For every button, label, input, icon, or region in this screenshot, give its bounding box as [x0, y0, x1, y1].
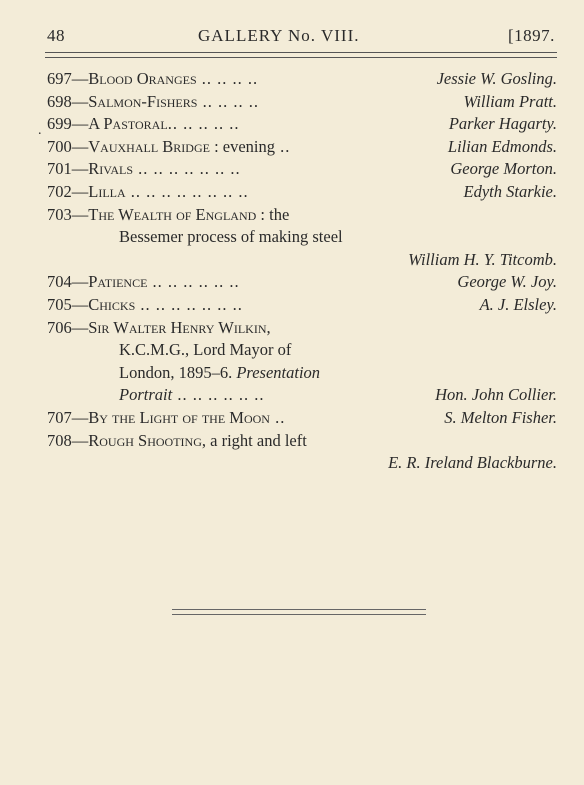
entry-title: A Pastoral — [88, 114, 168, 134]
list-item: 708—Rough Shooting, a right and left — [47, 430, 307, 450]
entry-title: Vauxhall Bridge — [88, 136, 210, 156]
entry-artist: Parker Hagarty. — [448, 114, 557, 134]
entry-subtitle: , a right and left — [201, 430, 307, 450]
list-item-continuation — [47, 362, 557, 385]
entry-title: Lilla — [88, 181, 126, 201]
entry-title-italic: Presentation — [236, 362, 321, 382]
entry-title-italic: Portrait — [119, 385, 173, 405]
entry-title: Salmon-Fishers — [88, 91, 198, 111]
entry-title-continued: K.C.M.G., Lord Mayor of — [119, 340, 292, 360]
list-item: 703—The Wealth of England : the — [47, 204, 290, 224]
list-item-continuation — [47, 249, 557, 272]
list-item: 699—A Pastoral.. .. .. .. .. Parker Hagarty. — [47, 113, 557, 136]
footer-rule — [172, 609, 426, 610]
footer-rule-double — [172, 614, 426, 615]
entry-number: 706 — [47, 317, 72, 337]
entry-number: 702 — [47, 181, 72, 201]
entry-number: 704 — [47, 272, 72, 292]
header-rule-double — [45, 57, 557, 58]
list-item: 706—Sir Walter Henry Wilkin, — [47, 317, 271, 337]
entry-artist: William H. Y. Titcomb. — [408, 249, 557, 269]
entry-title: The Wealth of England — [88, 204, 257, 224]
entry-number: 701 — [47, 159, 72, 179]
entry-artist: A. J. Elsley. — [479, 294, 557, 314]
list-item: 702—Lilla .. .. .. .. .. .. .. .. Edyth Starkie. — [47, 181, 557, 204]
entry-title-continued: Bessemer process of making steel — [119, 227, 343, 247]
page-year: [1897. — [508, 26, 555, 45]
entry-title: Sir Walter Henry Wilkin, — [88, 317, 271, 337]
entry-subtitle: : evening — [209, 136, 276, 156]
list-item: 697—Blood Oranges .. .. .. .. Jessie W. Gosling. — [47, 68, 557, 91]
entry-number: 708 — [47, 430, 72, 450]
entry-number: 699 — [47, 114, 72, 134]
entry-artist: Jessie W. Gosling. — [436, 69, 557, 88]
margin-mark: . — [38, 123, 42, 138]
entry-number: 707 — [47, 407, 72, 427]
entry-artist: George W. Joy. — [457, 272, 557, 292]
entry-number: 700 — [47, 136, 72, 156]
entry-title: Blood Oranges — [88, 69, 197, 88]
entry-number: 698 — [47, 91, 72, 111]
entry-artist: George Morton. — [450, 159, 557, 179]
entry-number: 697 — [47, 69, 72, 88]
entry-title: Patience — [88, 272, 148, 292]
entry-artist: E. R. Ireland Blackburne. — [388, 453, 557, 473]
list-item: 707—By the Light of the Moon .. S. Melton Fisher. — [47, 407, 557, 430]
entry-number: 703 — [47, 204, 72, 224]
page-title: GALLERY No. VIII. — [198, 26, 360, 45]
entry-artist: William Pratt. — [463, 91, 557, 111]
page-number: 48 — [47, 26, 65, 45]
entry-title: Chicks — [88, 294, 136, 314]
entry-artist: Lilian Edmonds. — [447, 136, 557, 156]
entry-title: Rivals — [88, 159, 134, 179]
list-item: 705—Chicks .. .. .. .. .. .. .. A. J. Elsley. — [47, 294, 557, 317]
entry-subtitle: : the — [256, 204, 290, 224]
header-rule — [45, 52, 557, 53]
list-item: 704—Patience .. .. .. .. .. .. George W. Joy. — [47, 271, 557, 294]
list-item: 698—Salmon-Fishers .. .. .. .. William Pratt. — [47, 91, 557, 114]
list-item-continuation — [47, 339, 557, 362]
list-item-continuation — [47, 452, 557, 475]
list-item-continuation — [47, 226, 557, 249]
list-item: 701—Rivals .. .. .. .. .. .. .. George Morton. — [47, 158, 557, 181]
entry-artist: Hon. John Collier. — [435, 385, 557, 405]
entry-title: By the Light of the Moon — [88, 407, 270, 427]
entry-title: Rough Shooting — [88, 430, 202, 450]
list-item-continuation: Portrait .. .. .. .. .. .. Hon. John Collier. — [47, 384, 557, 407]
entry-title-continued: London, 1895–6. — [119, 362, 233, 382]
entry-artist: S. Melton Fisher. — [444, 407, 557, 427]
entry-artist: Edyth Starkie. — [463, 181, 557, 201]
entry-number: 705 — [47, 294, 72, 314]
entry-list — [47, 68, 557, 475]
list-item: 700—Vauxhall Bridge : evening .. Lilian Edmonds. — [47, 136, 557, 159]
